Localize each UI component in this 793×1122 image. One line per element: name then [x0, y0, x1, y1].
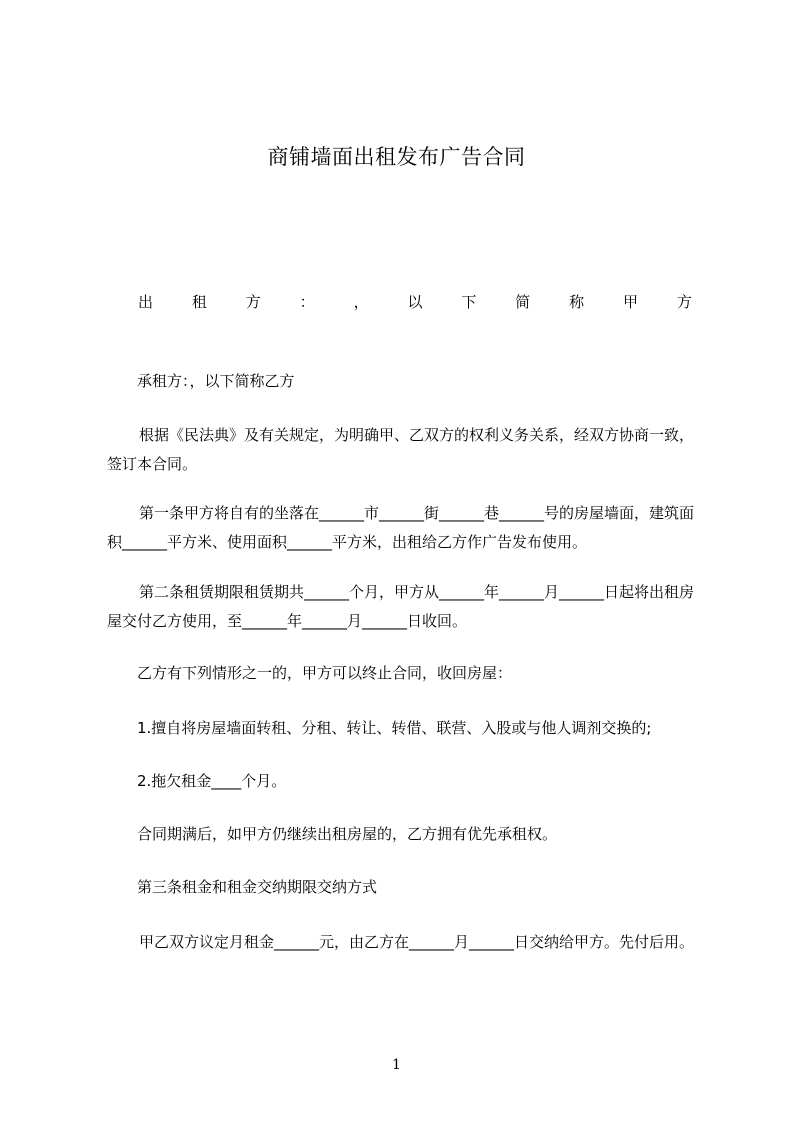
lessor-char: 方 [676, 293, 692, 311]
lessor-char: 甲 [623, 293, 639, 311]
article-2-paragraph: 第二条租赁期限租赁期共______个月，甲方从______年______月______日起将出租房屋交付乙方使用，至______年______月______日收回。 [107, 583, 695, 630]
lessee-paragraph: 承租方：，以下简称乙方 [137, 372, 295, 390]
article-3-heading: 第三条租金和租金交纳期限交纳方式 [137, 878, 378, 896]
article-1-paragraph: 第一条甲方将自有的坐落在______市______街______巷______号的房屋墙面，建筑面积______平方米、使用面积______平方米，出租给乙方作广告发布使用。 [107, 504, 695, 551]
lessor-char: 简 [515, 293, 531, 311]
lessor-char: 方 [245, 293, 261, 311]
lessor-char: 以 [407, 293, 423, 311]
condition-1-paragraph: 1.擅自将房屋墙面转租、分租、转让、转借、联营、入股或与他人调剂交换的; [137, 719, 652, 737]
document-title: 商铺墙面出租发布广告合同 [267, 145, 526, 169]
termination-conditions-paragraph: 乙方有下列情形之一的，甲方可以终止合同，收回房屋： [137, 664, 513, 682]
renewal-paragraph: 合同期满后，如甲方仍继续出租房屋的，乙方拥有优先承租权。 [137, 825, 558, 843]
lessor-char: ： [299, 293, 315, 311]
lessor-char: 称 [569, 293, 585, 311]
lessor-char: 出 [138, 293, 154, 311]
lessor-char: ， [353, 293, 369, 311]
lessor-char: 下 [461, 293, 477, 311]
condition-2-paragraph: 2.拖欠租金____个月。 [137, 772, 287, 790]
rent-paragraph: 甲乙双方议定月租金______元，由乙方在______月______日交纳给甲方。先付后用。 [139, 933, 695, 951]
preamble-paragraph: 根据《民法典》及有关规定，为明确甲、乙双方的权利义务关系，经双方协商一致，签订本合同。 [107, 426, 695, 473]
lessor-line [138, 291, 692, 313]
lessor-char: 租 [191, 293, 207, 311]
page-number: 1 [392, 1057, 401, 1073]
